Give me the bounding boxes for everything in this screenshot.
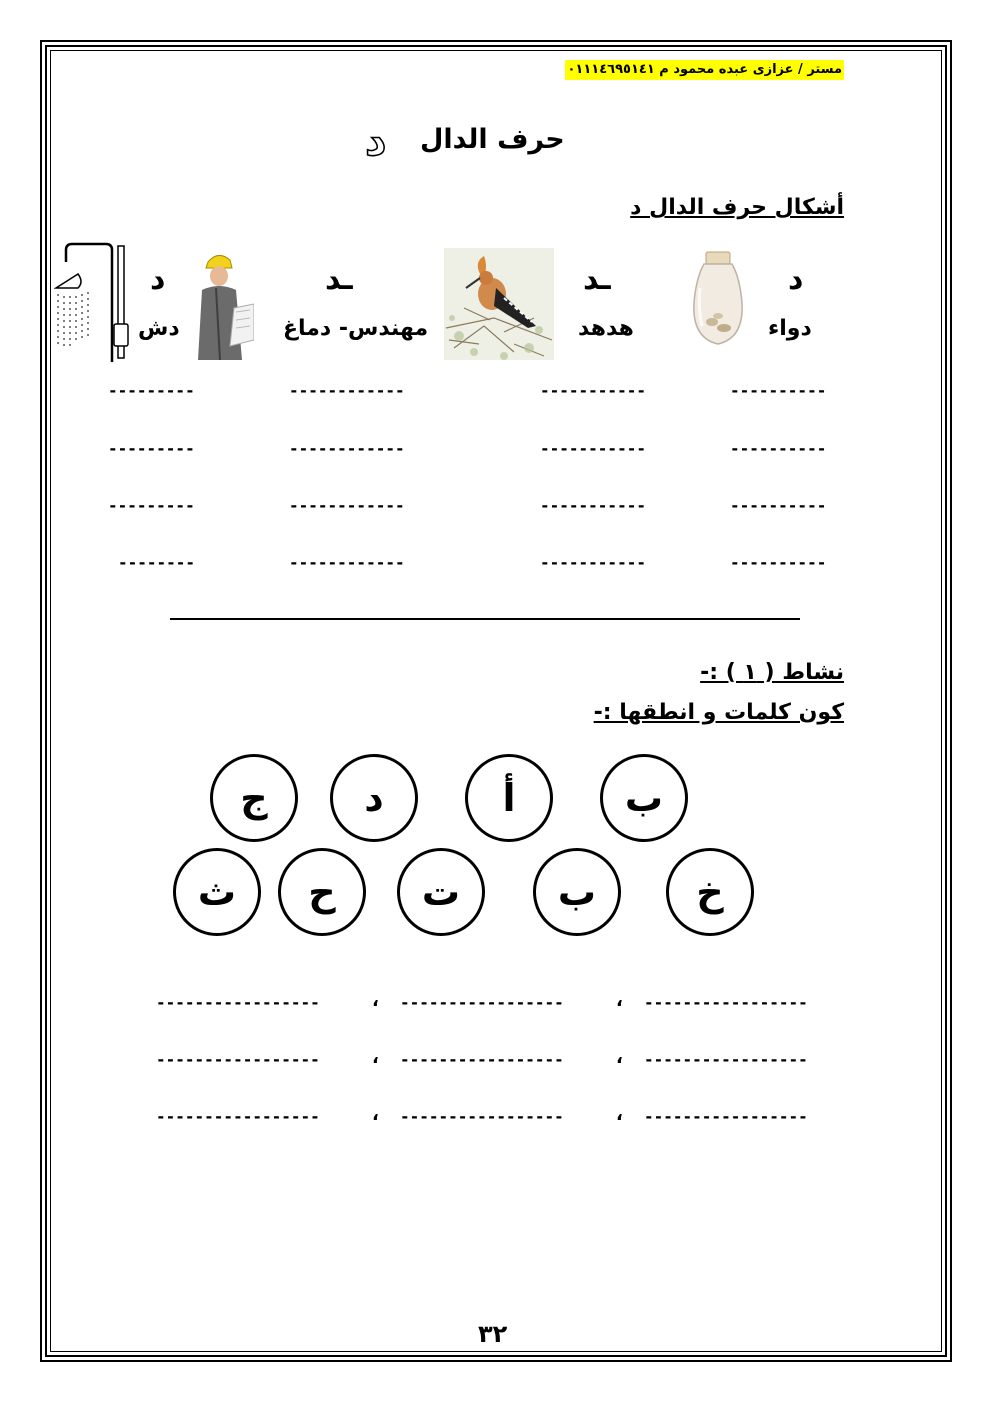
letter-circle: ت [397, 848, 485, 936]
letter-circle: أ [465, 754, 553, 842]
comma-separator: ، [372, 1104, 379, 1125]
comma-separator: ، [372, 990, 379, 1011]
letter-circle: خ [666, 848, 754, 936]
answer-line: ----------------- [400, 1050, 564, 1069]
answer-line: ----------------- [400, 1107, 564, 1126]
answer-line: ----------------- [156, 993, 320, 1012]
practice-line: ----------- [540, 553, 646, 572]
practice-line: ----------- [540, 381, 646, 400]
letter-circle: ح [278, 848, 366, 936]
letter-circle: ج [210, 754, 298, 842]
activity-instruction: كون كلمات و انطقها :- [593, 700, 844, 725]
practice-line: ----------- [540, 496, 646, 515]
letter-circle: د [330, 754, 418, 842]
answer-line: ----------------- [644, 1050, 808, 1069]
answer-line: ----------------- [400, 993, 564, 1012]
comma-separator: ، [616, 990, 623, 1011]
practice-line: ------------ [289, 439, 405, 458]
word-engineer-brain: مهندس- دماغ [283, 316, 429, 341]
practice-line: --------- [108, 496, 195, 515]
practice-line: ----------- [540, 439, 646, 458]
hoopoe-bird-icon [444, 248, 554, 360]
practice-line: ---------- [730, 496, 827, 515]
answer-line: ----------------- [644, 1107, 808, 1126]
comma-separator: ، [616, 1047, 623, 1068]
practice-line: ------------ [289, 496, 405, 515]
word-medicine: دواء [768, 316, 812, 341]
word-hoopoe: هدهد [578, 316, 634, 341]
letter-circle: ب [533, 848, 621, 936]
letter-form-final: ـد [583, 262, 611, 297]
activity-title: نشاط ( ١ ) :- [700, 660, 844, 685]
medicine-jar-icon [686, 248, 750, 348]
page-title: حرف الدال [420, 124, 565, 155]
practice-line: ---------- [730, 439, 827, 458]
practice-line: ---------- [730, 381, 827, 400]
letter-circle: ث [173, 848, 261, 936]
answer-line: ----------------- [644, 993, 808, 1012]
practice-line: --------- [108, 439, 195, 458]
letter-form-isolated-2: د [150, 262, 166, 297]
letter-form-final-2: ـد [325, 262, 353, 297]
practice-line: ------------ [289, 381, 405, 400]
answer-line: ----------------- [156, 1107, 320, 1126]
section-heading: أشكال حرف الدال د [630, 195, 844, 220]
shower-icon [54, 240, 134, 364]
comma-separator: ، [616, 1104, 623, 1125]
page-number: ٣٢ [478, 1320, 508, 1348]
letter-form-isolated: د [788, 262, 804, 297]
comma-separator: ، [372, 1047, 379, 1068]
section-divider [170, 618, 800, 620]
practice-line: ------------ [289, 553, 405, 572]
author-credit: مستر / عزازى عبده محمود م ٠١١١٤٦٩٥١٤١ [565, 60, 844, 80]
answer-line: ----------------- [156, 1050, 320, 1069]
word-shower: دش [138, 316, 180, 341]
letter-circle: ب [600, 754, 688, 842]
practice-line: --------- [108, 381, 195, 400]
title-letter-outline: د [365, 116, 387, 165]
practice-line: ---------- [730, 553, 827, 572]
engineer-icon [190, 250, 254, 368]
practice-line: -------- [118, 553, 196, 572]
